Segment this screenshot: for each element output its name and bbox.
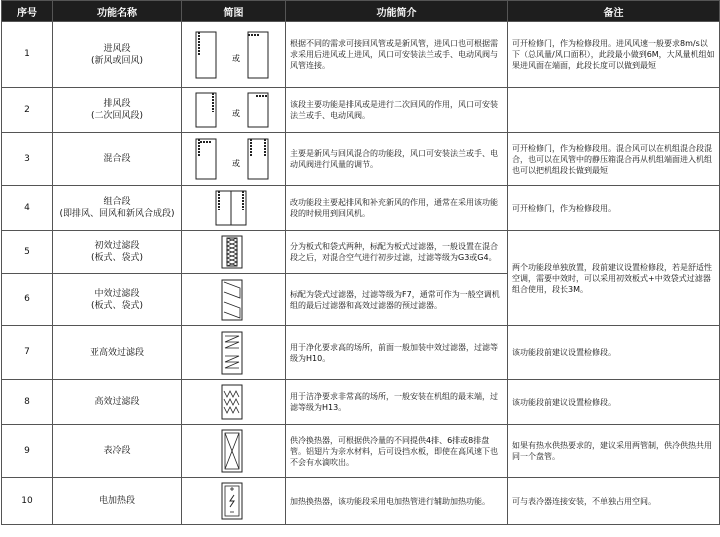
row-diagram xyxy=(182,380,286,425)
row-name xyxy=(53,133,182,186)
exhaust-section-diagram xyxy=(186,90,282,130)
header-index: 序号 xyxy=(2,1,53,22)
row-name-main: 排风段 xyxy=(103,99,131,109)
row-intro: 主要是新风与回风混合的功能段，风口可安装法兰或手、电动风阀进行风量的调节。 xyxy=(286,133,508,186)
row-index: 9 xyxy=(2,425,53,478)
or-label: 或 xyxy=(231,53,240,63)
header-intro: 功能简介 xyxy=(286,1,508,22)
row-name-main: 中效过滤段 xyxy=(94,288,140,299)
row-name xyxy=(53,88,182,133)
row-intro: 该段主要功能是排风或是进行二次回风的作用，风口可安装法兰或手、电动风阀。 xyxy=(286,88,508,133)
row-remark: 两个功能段单独放置，段前建议设置检修段，若是舒适性空调，需要中效时，可以采用初效板式+中效袋式过滤器组合使用，段长3M。 xyxy=(508,231,720,326)
row-remark: 可开检修门，作为检修段用。 xyxy=(508,186,720,231)
row-index: 2 xyxy=(2,88,53,133)
row-intro: 分为板式和袋式两种，标配为板式过滤器，一般设置在混合段之后，对混合空气进行初步过滤，过滤等级为G3或G4。 xyxy=(286,231,508,274)
row-remark: 可开检修门，作为检修段用。混合风可以在机组混合段混合，也可以在风管中的静压箱混合再从机组端面进入机组也可以把机组段长做到最短 xyxy=(508,133,720,186)
row-index: 10 xyxy=(2,478,53,525)
row-index: 6 xyxy=(2,274,53,326)
row-name-main: 混合段 xyxy=(103,154,131,164)
row-intro: 供冷换热器，可根据供冷量的不同提供4排、6排或8排盘管。铝翅片为亲水材料，后可设挡水板，即使在高风速下也不会有水滴吹出。 xyxy=(286,425,508,478)
row-diagram xyxy=(182,478,286,525)
row-name-main: 电加热段 xyxy=(98,496,135,506)
row-name xyxy=(53,231,182,274)
row-remark: 可与表冷器连接安装，不单独占用空间。 xyxy=(508,478,720,525)
row-diagram xyxy=(182,231,286,274)
row-diagram xyxy=(182,274,286,326)
row-diagram xyxy=(182,326,286,380)
row-intro: 用于净化要求高的场所，前面一般加装中效过滤器，过滤等级为H10。 xyxy=(286,326,508,380)
table-row xyxy=(2,88,720,133)
row-remark: 该功能段前建议设置检修段。 xyxy=(508,380,720,425)
row-name xyxy=(53,186,182,231)
row-intro: 用于洁净要求非常高的场所，一般安装在机组的最末端，过滤等级为H13。 xyxy=(286,380,508,425)
row-intro: 加热换热器，该功能段采用电加热管进行辅助加热功能。 xyxy=(286,478,508,525)
row-name xyxy=(53,478,182,525)
hepa-filter-diagram xyxy=(186,383,282,421)
row-name xyxy=(53,274,182,326)
row-diagram xyxy=(182,425,286,478)
row-name-main: 初效过滤段 xyxy=(94,241,140,251)
row-name-sub: (新风或回风) xyxy=(90,55,144,66)
row-remark xyxy=(508,88,720,133)
table-row xyxy=(2,380,720,425)
row-intro: 改功能段主要起排风和补充新风的作用，通常在采用该功能段的时候用到回风机。 xyxy=(286,186,508,231)
row-diagram xyxy=(182,88,286,133)
or-label: 或 xyxy=(231,159,240,168)
or-label: 或 xyxy=(231,109,240,118)
intake-section-diagram xyxy=(186,27,282,83)
row-name-sub: (即排风、回风和新风合成段) xyxy=(59,209,175,219)
row-diagram xyxy=(182,186,286,231)
table-row xyxy=(2,231,720,274)
row-name-sub: (二次回风段) xyxy=(90,111,144,121)
row-remark: 该功能段前建议设置检修段。 xyxy=(508,326,720,380)
table-row xyxy=(2,425,720,478)
row-name xyxy=(53,425,182,478)
mixing-section-diagram xyxy=(186,136,282,182)
table-row xyxy=(2,22,720,88)
row-name-main: 高效过滤段 xyxy=(94,397,140,407)
row-intro: 根据不同的需求可接回风管或是新风管，进风口也可根据需求采用后进风或上进风，风口可安装法兰或手、电动风阀与风管连接。 xyxy=(286,22,508,88)
row-name-main: 亚高效过滤段 xyxy=(89,347,144,358)
electric-heater-diagram xyxy=(186,481,282,521)
row-name-sub: (板式、袋式) xyxy=(90,300,144,311)
combination-section-diagram xyxy=(186,188,282,228)
table-row xyxy=(2,478,720,525)
row-name xyxy=(53,326,182,380)
row-remark: 可开检修门，作为检修段用。进风风速一般要求8m/s以下（总风量/风口面积），此段最小做到6M，大风量机组如果进风面在端面，此段长度可以做到最短 xyxy=(508,22,720,88)
header-name: 功能名称 xyxy=(53,1,182,22)
row-index: 8 xyxy=(2,380,53,425)
row-index: 3 xyxy=(2,133,53,186)
row-diagram xyxy=(182,133,286,186)
row-diagram xyxy=(182,22,286,88)
row-name xyxy=(53,380,182,425)
row-index: 4 xyxy=(2,186,53,231)
row-remark: 如果有热水供热要求的，建议采用两管制，供冷供热共用同一个盘管。 xyxy=(508,425,720,478)
row-name-sub: (板式、袋式) xyxy=(90,253,144,263)
function-section-table xyxy=(1,0,720,525)
header-row xyxy=(2,1,720,22)
cooling-coil-diagram xyxy=(186,428,282,474)
row-name xyxy=(53,22,182,88)
table-row xyxy=(2,133,720,186)
row-name-main: 进风段 xyxy=(103,43,131,54)
header-remark: 备注 xyxy=(508,1,720,22)
row-index: 5 xyxy=(2,231,53,274)
table-row xyxy=(2,186,720,231)
row-name-main: 表冷段 xyxy=(103,446,131,456)
primary-filter-diagram xyxy=(186,234,282,270)
row-name-main: 组合段 xyxy=(103,197,131,207)
medium-filter-diagram xyxy=(186,278,282,322)
row-intro: 标配为袋式过滤器，过滤等级为F7，通常可作为一般空调机组的最后过滤器和高效过滤器的预过滤器。 xyxy=(286,274,508,326)
table-row xyxy=(2,326,720,380)
sub-hepa-filter-diagram xyxy=(186,330,282,376)
row-index: 7 xyxy=(2,326,53,380)
header-diagram: 简图 xyxy=(182,1,286,22)
row-index: 1 xyxy=(2,22,53,88)
